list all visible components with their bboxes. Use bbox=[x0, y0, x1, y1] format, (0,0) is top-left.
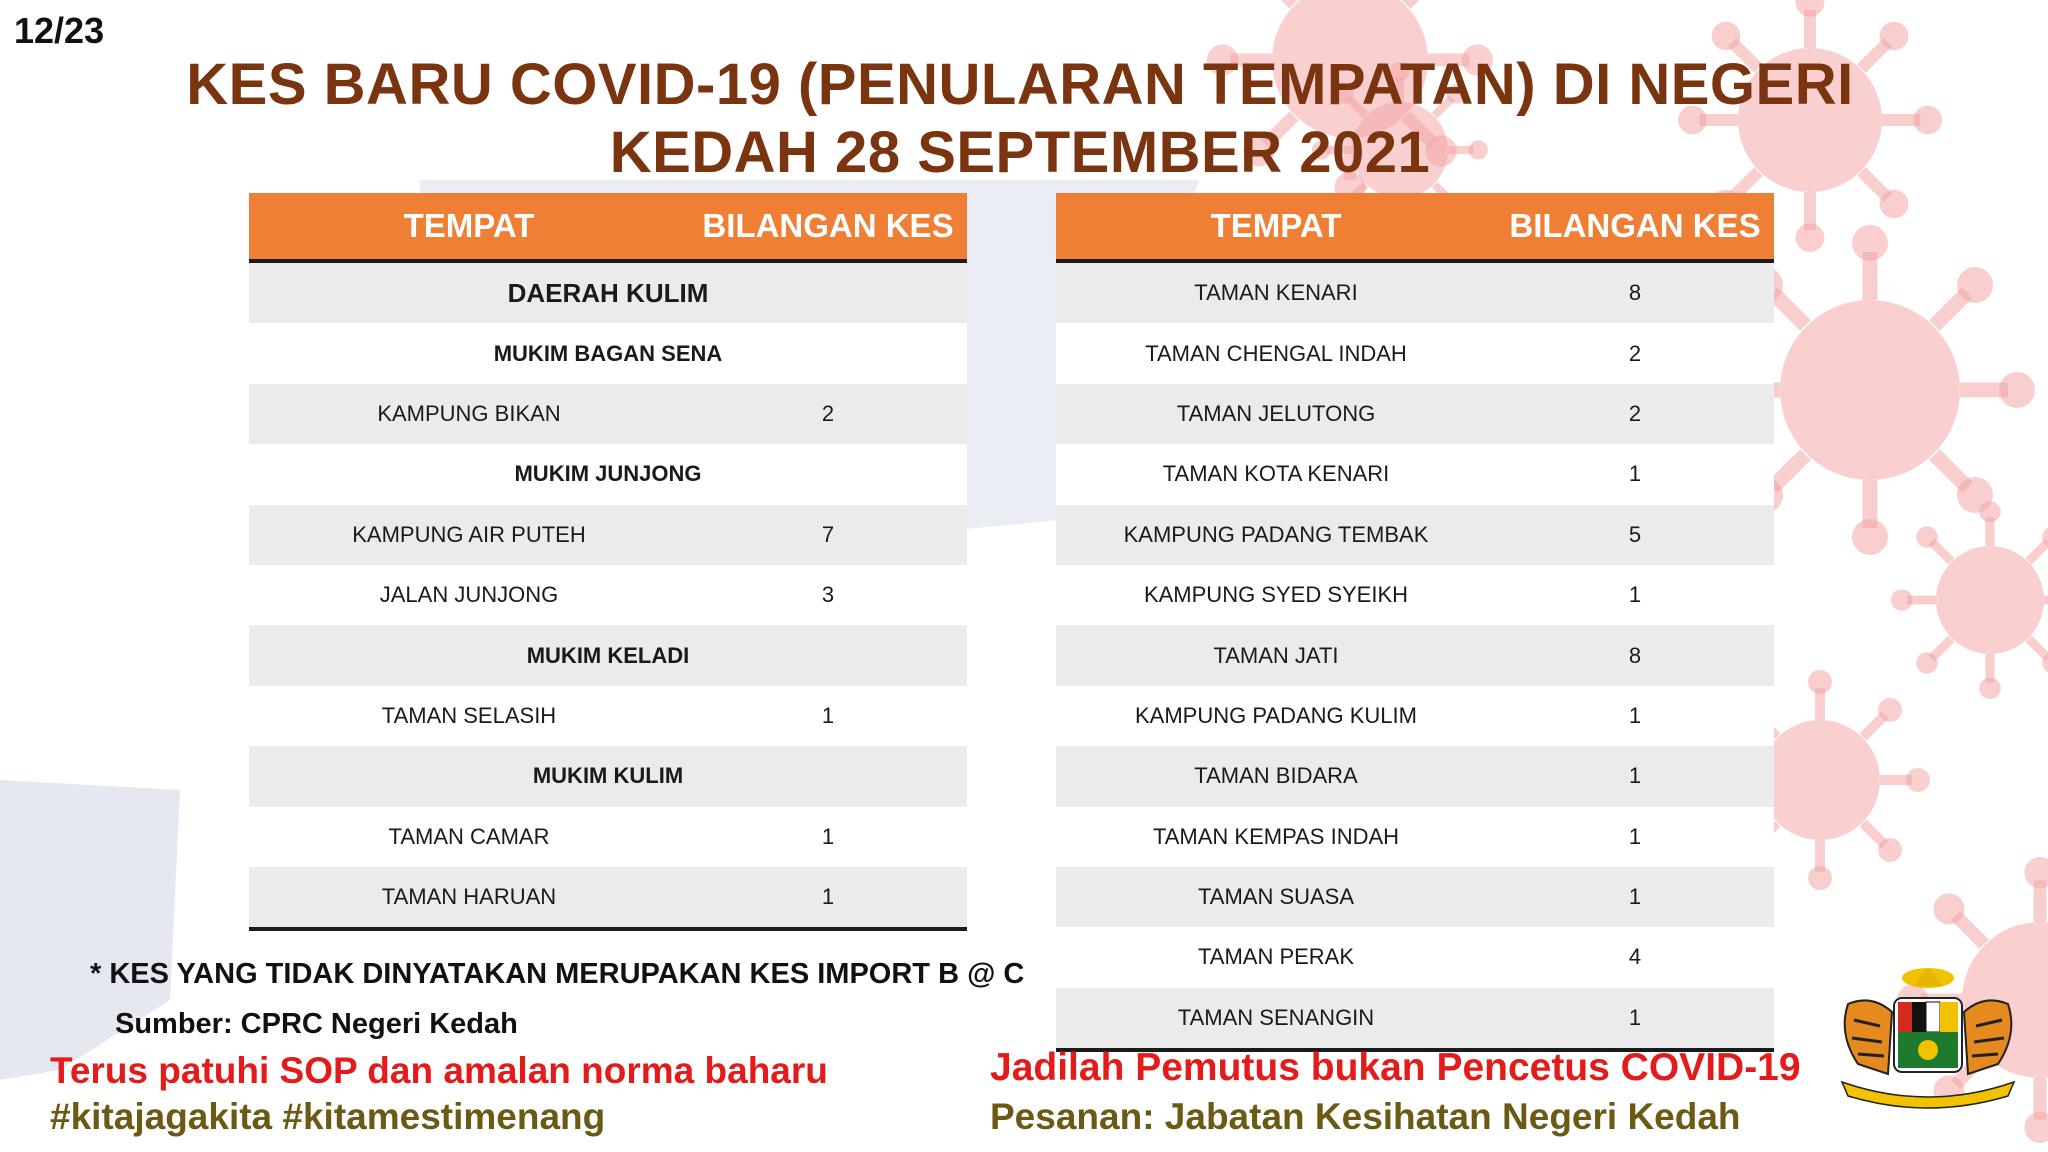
table-header bbox=[1056, 193, 1774, 263]
page-title-line2: KEDAH 28 SEPTEMBER 2021 bbox=[609, 120, 1431, 185]
place-name: TAMAN SENANGIN bbox=[1177, 1004, 1375, 1030]
place-name: KAMPUNG PADANG KULIM bbox=[1135, 702, 1417, 728]
column-header-place: TEMPAT bbox=[1210, 207, 1342, 244]
place-name: TAMAN PERAK bbox=[1197, 944, 1355, 970]
table-row bbox=[249, 807, 967, 867]
case-count: 7 bbox=[821, 521, 835, 547]
case-count: 1 bbox=[1628, 461, 1642, 487]
column-header-cases: BILANGAN KES bbox=[702, 207, 954, 244]
case-count: 4 bbox=[1628, 944, 1642, 970]
case-count: 1 bbox=[1628, 823, 1642, 849]
issuer-message: Pesanan: Jabatan Kesihatan Negeri Kedah bbox=[990, 1096, 1741, 1137]
cases-table-right bbox=[1056, 193, 1774, 1052]
hashtags: #kitajagakita #kitamestimenang bbox=[50, 1096, 606, 1137]
state-emblem-icon bbox=[1828, 964, 2028, 1112]
table-row bbox=[1056, 505, 1774, 565]
case-count: 2 bbox=[1628, 340, 1642, 366]
place-name: KAMPUNG BIKAN bbox=[377, 400, 561, 426]
place-name: TAMAN BIDARA bbox=[1194, 763, 1358, 789]
case-count: 1 bbox=[821, 823, 835, 849]
mukim-row bbox=[249, 444, 967, 504]
mukim-row bbox=[249, 323, 967, 383]
table-row bbox=[1056, 565, 1774, 625]
table-row bbox=[1056, 807, 1774, 867]
page-number: 12/23 bbox=[14, 10, 105, 51]
table-row bbox=[1056, 263, 1774, 323]
place-name: TAMAN SUASA bbox=[1197, 884, 1355, 910]
table-row bbox=[249, 867, 967, 927]
table-row bbox=[1056, 384, 1774, 444]
table-bottom-rule bbox=[249, 927, 967, 931]
case-count: 1 bbox=[1628, 582, 1642, 608]
import-note: * KES YANG TIDAK DINYATAKAN MERUPAKAN KES IMPORT B @ C bbox=[90, 958, 1025, 990]
place-name: TAMAN KOTA KENARI bbox=[1162, 461, 1390, 487]
table-row bbox=[249, 565, 967, 625]
case-count: 8 bbox=[1628, 280, 1642, 306]
table-row bbox=[1056, 625, 1774, 685]
place-name: KAMPUNG PADANG TEMBAK bbox=[1123, 521, 1429, 547]
slogan: Jadilah Pemutus bukan Pencetus COVID-19 bbox=[990, 1046, 1801, 1089]
table-row bbox=[249, 384, 967, 444]
case-count: 1 bbox=[1628, 1004, 1642, 1030]
table-header bbox=[249, 193, 967, 263]
table-row bbox=[1056, 746, 1774, 806]
case-count: 1 bbox=[1628, 763, 1642, 789]
sop-message: Terus patuhi SOP dan amalan norma baharu bbox=[50, 1050, 828, 1091]
mukim-name: MUKIM KULIM bbox=[532, 763, 684, 789]
place-name: TAMAN SELASIH bbox=[381, 702, 557, 728]
district-row bbox=[249, 263, 967, 323]
table-row bbox=[1056, 323, 1774, 383]
table-row bbox=[1056, 988, 1774, 1048]
case-count: 3 bbox=[821, 582, 835, 608]
case-count: 1 bbox=[821, 702, 835, 728]
page-title-line1: KES BARU COVID-19 (PENULARAN TEMPATAN) DI NEGERI bbox=[186, 52, 1854, 117]
case-count: 2 bbox=[1628, 400, 1642, 426]
mukim-name: MUKIM JUNJONG bbox=[514, 461, 702, 487]
case-count: 2 bbox=[821, 400, 835, 426]
place-name: TAMAN CAMAR bbox=[388, 823, 550, 849]
place-name: TAMAN KEMPAS INDAH bbox=[1152, 823, 1400, 849]
case-count: 5 bbox=[1628, 521, 1642, 547]
table-row bbox=[1056, 686, 1774, 746]
source-note: Sumber: CPRC Negeri Kedah bbox=[115, 1008, 518, 1040]
table-row bbox=[249, 505, 967, 565]
mukim-name: MUKIM BAGAN SENA bbox=[493, 340, 723, 366]
place-name: TAMAN JELUTONG bbox=[1176, 400, 1376, 426]
cases-table-left bbox=[249, 193, 967, 931]
place-name: TAMAN KENARI bbox=[1194, 280, 1358, 306]
table-row bbox=[249, 686, 967, 746]
place-name: TAMAN CHENGAL INDAH bbox=[1145, 340, 1407, 366]
place-name: TAMAN JATI bbox=[1213, 642, 1339, 668]
case-count: 1 bbox=[821, 884, 835, 910]
table-row bbox=[1056, 867, 1774, 927]
mukim-row bbox=[249, 625, 967, 685]
mukim-name: MUKIM KELADI bbox=[526, 642, 690, 668]
case-count: 1 bbox=[1628, 702, 1642, 728]
case-count: 1 bbox=[1628, 884, 1642, 910]
table-row bbox=[1056, 927, 1774, 987]
case-count: 8 bbox=[1628, 642, 1642, 668]
table-row bbox=[1056, 444, 1774, 504]
place-name: KAMPUNG SYED SYEIKH bbox=[1143, 582, 1409, 608]
place-name: KAMPUNG AIR PUTEH bbox=[352, 521, 586, 547]
place-name: JALAN JUNJONG bbox=[379, 582, 559, 608]
place-name: TAMAN HARUAN bbox=[381, 884, 557, 910]
district-name: DAERAH KULIM bbox=[507, 277, 709, 308]
mukim-row bbox=[249, 746, 967, 806]
column-header-place: TEMPAT bbox=[403, 207, 535, 244]
column-header-cases: BILANGAN KES bbox=[1509, 207, 1761, 244]
